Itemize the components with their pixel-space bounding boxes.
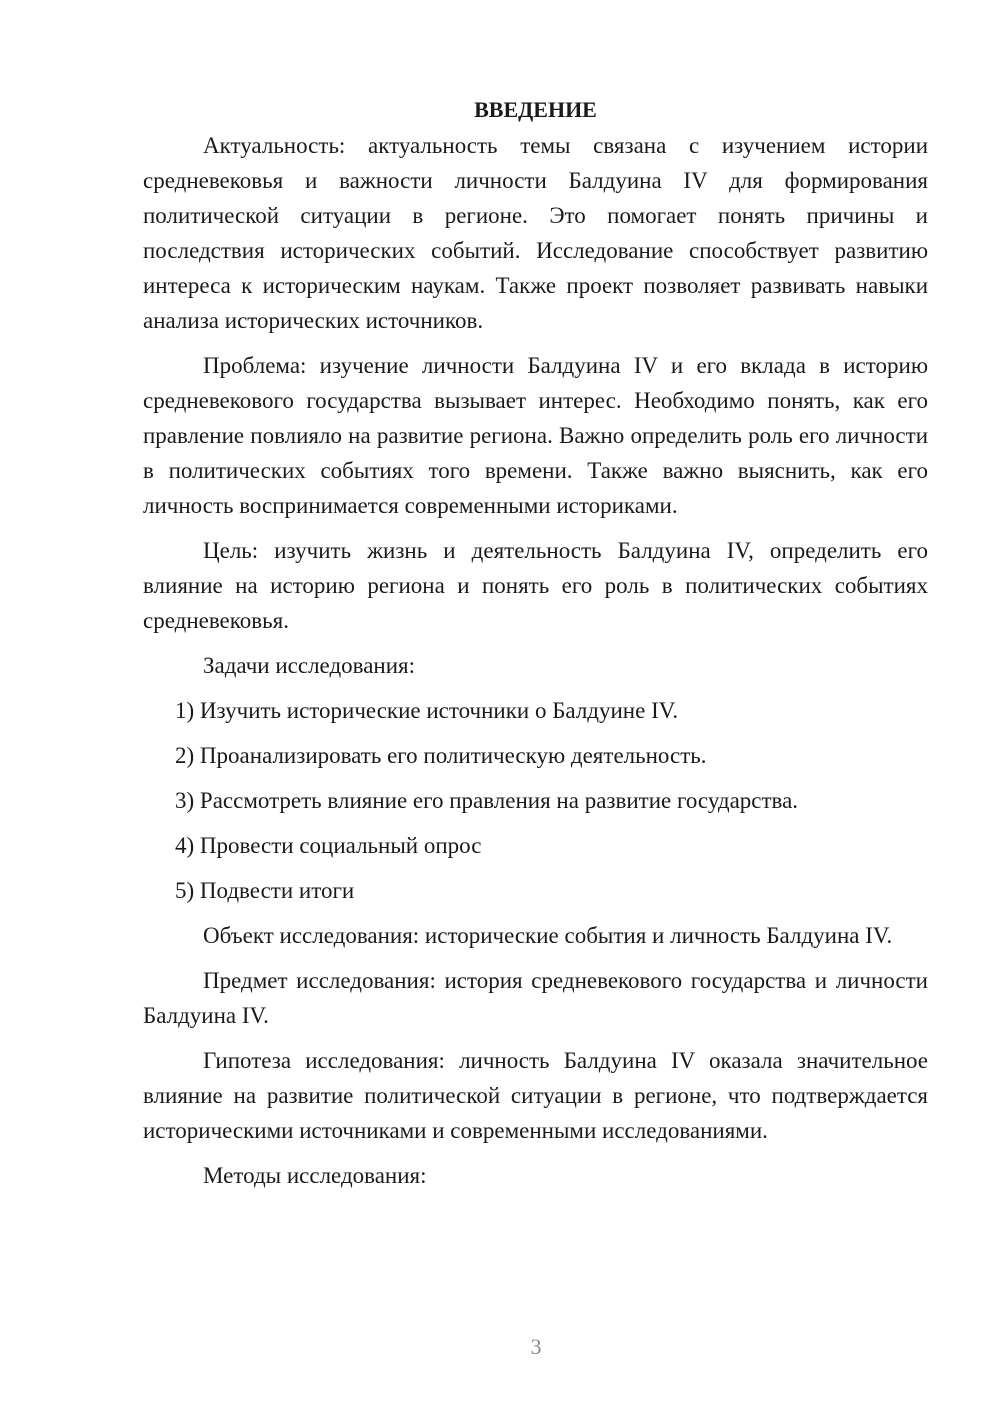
- page-content: [143, 92, 928, 1203]
- methods-label: Методы исследования:: [203, 1163, 427, 1188]
- task-item-3: 3) Рассмотреть влияние его правления на развитие государства.: [175, 788, 799, 813]
- relevance-paragraph: Актуальность: актуальность темы связана с изучением истории средневековья и важности личности Балдуина IV для формирования политической ситуации в регионе. Это помогает понять причины и последствия исторических событий. Исследование способствует развитию интереса к историческим наукам. Также проект позволяет развивать навыки анализа исторических источников.: [143, 133, 928, 333]
- tasks-list: [143, 693, 928, 908]
- task-item-2: 2) Проанализировать его политическую деятельность.: [175, 743, 707, 768]
- hypothesis-paragraph: Гипотеза исследования: личность Балдуина IV оказала значительное влияние на развитие политической ситуации в регионе, что подтверждается историческими источниками и современными исследованиями.: [143, 1048, 928, 1143]
- task-item-1: 1) Изучить исторические источники о Балдуине IV.: [175, 698, 679, 723]
- object-paragraph: Объект исследования: исторические события и личность Балдуина IV.: [203, 923, 893, 948]
- goal-paragraph: Цель: изучить жизнь и деятельность Балдуина IV, определить его влияние на историю региона и понять его роль в политических событиях средневековья.: [143, 538, 928, 633]
- task-item-5: 5) Подвести итоги: [175, 878, 355, 903]
- page-number: 3: [530, 1334, 542, 1359]
- subject-paragraph: Предмет исследования: история средневекового государства и личности Балдуина IV.: [143, 968, 928, 1028]
- problem-paragraph: Проблема: изучение личности Балдуина IV и его вклада в историю средневекового государства вызывает интерес. Необходимо понять, как его правление повлияло на развитие региона. Важно определить роль его личности в политических событиях того времени. Также важно выяснить, как его личность воспринимается современными историками.: [143, 353, 928, 518]
- task-item-4: 4) Провести социальный опрос: [175, 833, 482, 858]
- section-heading: ВВЕДЕНИЕ: [474, 97, 597, 122]
- tasks-label: Задачи исследования:: [203, 653, 416, 678]
